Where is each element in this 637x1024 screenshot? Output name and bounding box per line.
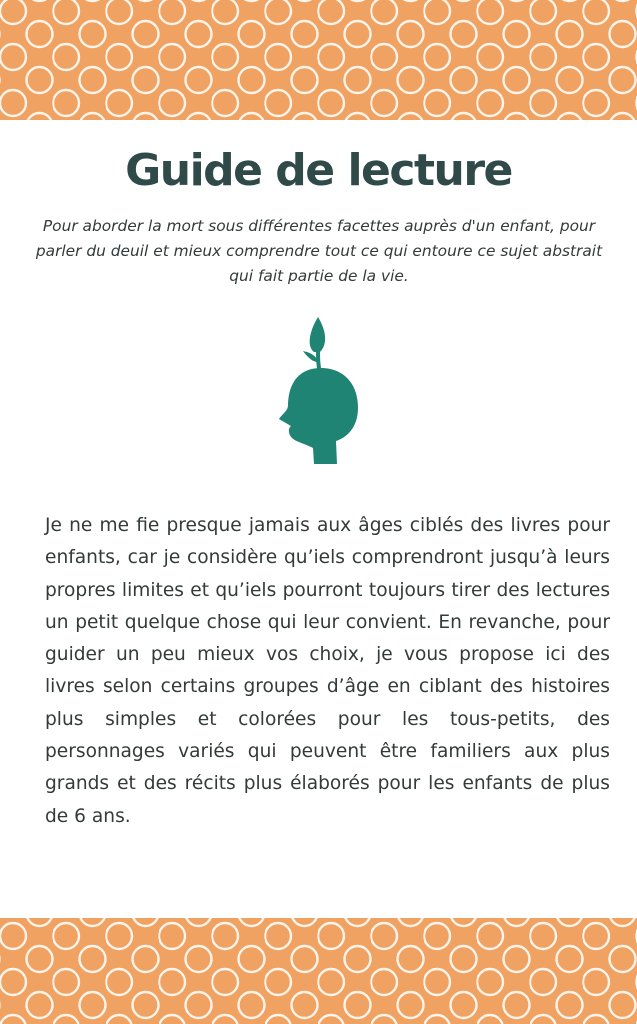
top-decorative-band bbox=[0, 0, 637, 120]
page-subtitle: Pour aborder la mort sous différentes facettes auprès d'un enfant, pour parler du deuil et mieux comprendre tout ce qui entoure ce sujet abstrait qui fait partie de la vie. bbox=[35, 217, 603, 285]
bottom-decorative-band bbox=[0, 918, 637, 1024]
page-title: Guide de lecture bbox=[125, 145, 512, 196]
body-paragraph: Je ne me fie presque jamais aux âges ciblés des livres pour enfants, car je considère qu’iels comprendront jusqu’à leurs propres limites et qu’iels pourront toujours tirer des lectures un petit quelque chose qui leur convient. En revanche, pour guider un peu mieux vos choix, je vous propose ici des livres selon certains groupes d’âge en ciblant des histoires plus simples et colorées pour les tous-petits, des personnages variés qui peuvent être familiers aux plus grands et des récits plus élaborés pour les enfants de plus de 6 ans. bbox=[45, 515, 610, 827]
circle-pattern bbox=[0, 0, 637, 120]
head-with-sprout-icon bbox=[276, 316, 362, 466]
circle-pattern bbox=[0, 918, 637, 1024]
